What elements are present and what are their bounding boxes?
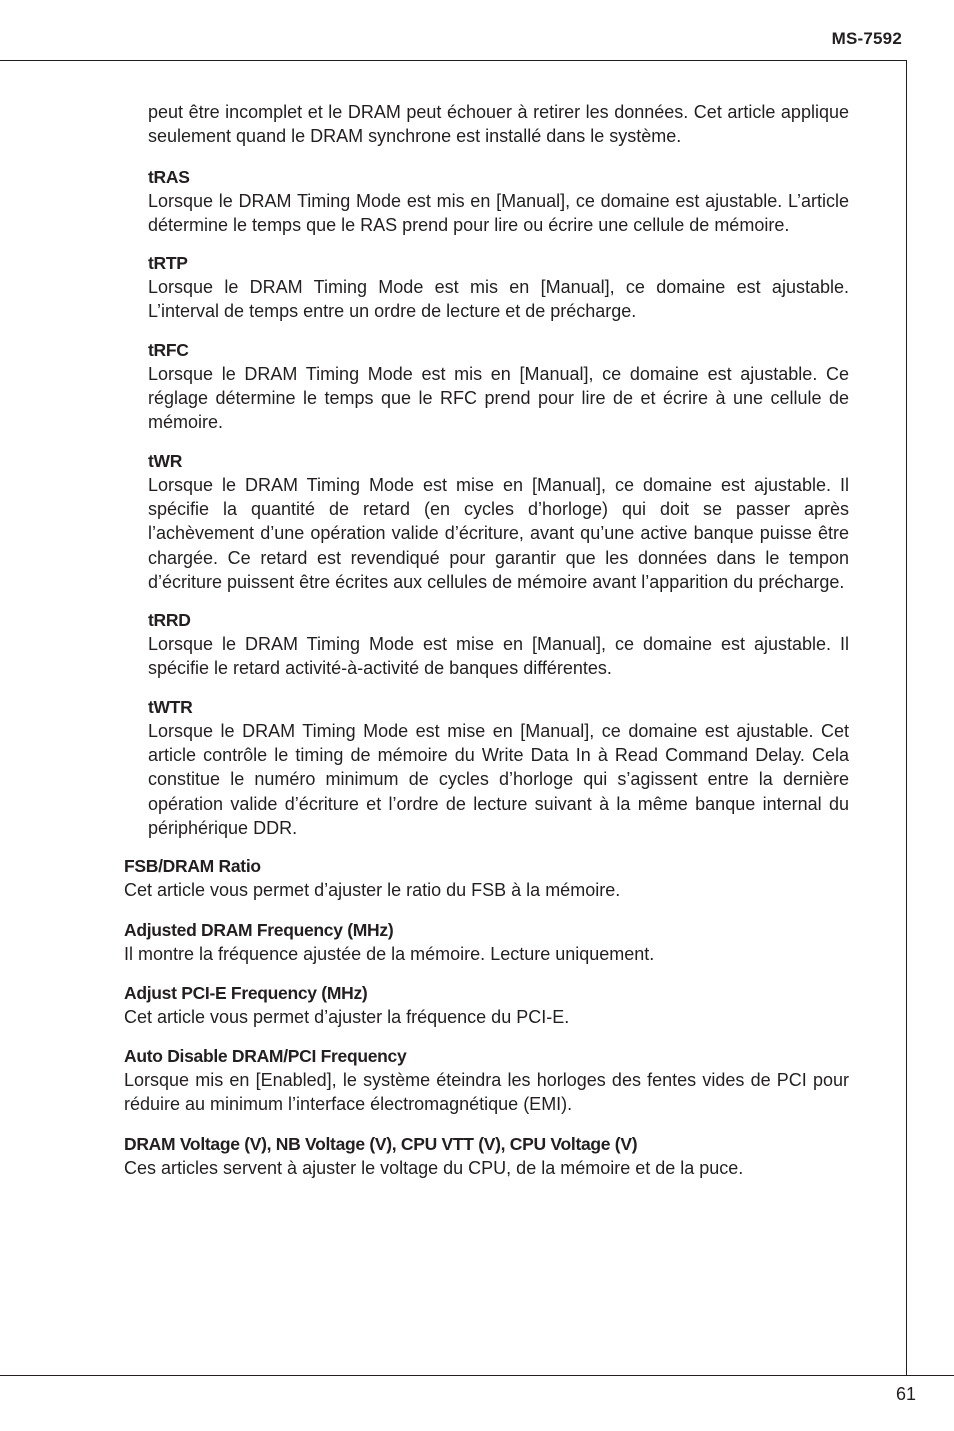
section-body: Lorsque le DRAM Timing Mode est mise en [Manual], ce domaine est ajustable. Il spécifie le retard activité-à-activité de banques différentes. bbox=[148, 634, 849, 679]
section-title: tRRD bbox=[148, 610, 191, 631]
right-rule bbox=[906, 60, 907, 1376]
bottom-rule bbox=[0, 1375, 954, 1376]
page-number: 61 bbox=[895, 1384, 916, 1404]
section-title: tRAS bbox=[148, 166, 190, 187]
section-body: Ces articles servent à ajuster le voltage du CPU, de la mémoire et de la puce. bbox=[124, 1157, 744, 1178]
section-tras bbox=[148, 165, 849, 238]
section-auto-disable-dram-pci bbox=[124, 1044, 849, 1117]
section-body: Cet article vous permet d’ajuster le ratio du FSB à la mémoire. bbox=[124, 880, 621, 901]
section-title: Adjust PCI-E Frequency (MHz) bbox=[124, 982, 368, 1003]
section-trfc bbox=[148, 338, 849, 435]
intro-paragraph: peut être incomplet et le DRAM peut échouer à retirer les données. Cet article applique seulement quand le DRAM synchrone est installé dans le système. bbox=[148, 102, 849, 147]
top-rule bbox=[0, 60, 907, 61]
section-trtp bbox=[148, 251, 849, 324]
section-twtr bbox=[148, 695, 849, 840]
section-body: Il montre la fréquence ajustée de la mémoire. Lecture uniquement. bbox=[124, 943, 655, 964]
section-twr bbox=[148, 449, 849, 594]
section-voltages bbox=[124, 1132, 849, 1180]
model-number: MS-7592 bbox=[831, 29, 902, 48]
section-title: tWR bbox=[148, 450, 183, 471]
page-content bbox=[124, 100, 849, 1195]
section-body: Lorsque le DRAM Timing Mode est mis en [Manual], ce domaine est ajustable. Ce réglage détermine le temps que le RFC prend pour lire de et écrire à une cellule de mémoire. bbox=[148, 363, 849, 433]
section-body: Lorsque le DRAM Timing Mode est mise en [Manual], ce domaine est ajustable. Cet article contrôle le timing de mémoire du Write Data In à Read Command Delay. Cela constitue le numéro minimum de cycles d’horloge qui s’agissent entre la dernière opération valide d’écriture et l’ordre de lecture suivant à la même banque internal du périphérique DDR. bbox=[148, 720, 849, 838]
section-adjusted-dram-frequency bbox=[124, 918, 849, 966]
section-body: Cet article vous permet d’ajuster la fréquence du PCI-E. bbox=[124, 1006, 570, 1027]
section-title: tWTR bbox=[148, 696, 193, 717]
section-fsb-dram-ratio bbox=[124, 854, 849, 902]
section-title: tRFC bbox=[148, 339, 189, 360]
section-body: Lorsque le DRAM Timing Mode est mis en [Manual], ce domaine est ajustable. L’article détermine le temps que le RAS prend pour lire ou écrire une cellule de mémoire. bbox=[148, 190, 849, 235]
section-title: Auto Disable DRAM/PCI Frequency bbox=[124, 1046, 407, 1067]
section-title: FSB/DRAM Ratio bbox=[124, 856, 261, 877]
section-title: tRTP bbox=[148, 253, 188, 274]
section-trrd bbox=[148, 608, 849, 681]
section-adjust-pcie-frequency bbox=[124, 981, 849, 1029]
section-body: Lorsque le DRAM Timing Mode est mise en [Manual], ce domaine est ajustable. Il spécifie la quantité de retard (en cycles d’horloge) qui doit se passer après l’achèvement d’une opération valide d’écriture, avant qu’une active banque puisse être chargée. Ce retard est revendiqué pour garantir que les données dans le tempon d’écriture puissent être écrites aux cellules de mémoire avant l’apparition du précharge. bbox=[148, 474, 849, 592]
section-body: Lorsque mis en [Enabled], le système éteindra les horloges des fentes vides de PCI pour réduire au minimum l’interface électromagnétique (EMI). bbox=[124, 1070, 849, 1115]
section-title: DRAM Voltage (V), NB Voltage (V), CPU VTT (V), CPU Voltage (V) bbox=[124, 1133, 638, 1154]
section-body: Lorsque le DRAM Timing Mode est mis en [Manual], ce domaine est ajustable. L’interval de temps entre un ordre de lecture et de précharge. bbox=[148, 277, 849, 322]
section-title: Adjusted DRAM Frequency (MHz) bbox=[124, 919, 394, 940]
